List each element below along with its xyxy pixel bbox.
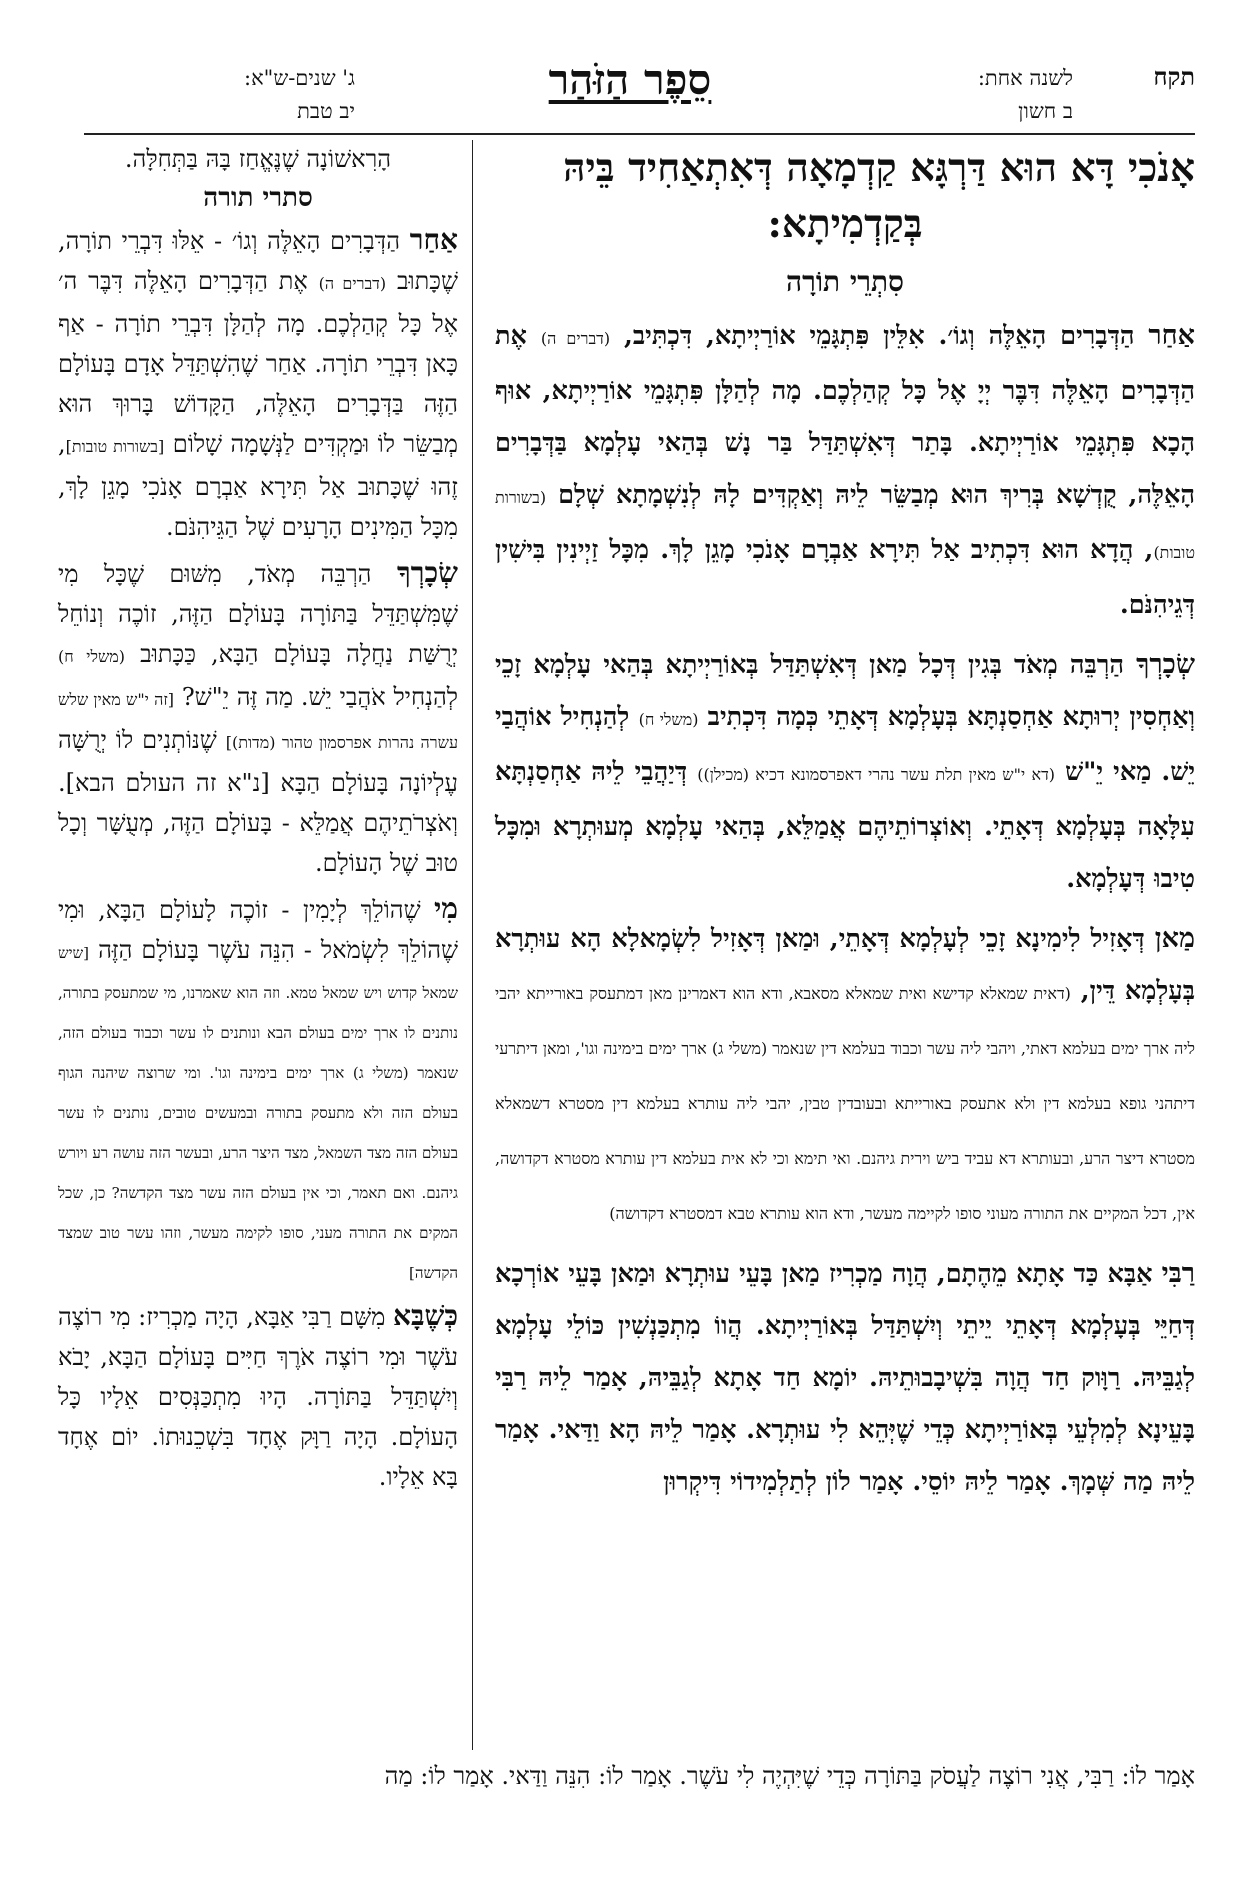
gloss-note: (דאית שמאלא קדישא ואית שמאלא מסאבא, ודא הוא דאמרינן מאן דמתעסק באורייתא יהבי ליה ארך ימים בעלמא דאתי, ויהבי ליה עשר וכבוד בעלמא דין שנאמר (משלי ג) ארך ימים בימינה וגו', ומאן דיתרעי דיתהני גופא בעלמא דין ולא אתעסק באורייתא ובעובדין טבין, יהבי ליה עותרא בעלמא דין מסטרא דשמאלא מסטרא דיצר הרע, ובעותרא דא עביד ביש וירית גיהנם. ואי תימא וכי לא אית בעלמא דין עותרא מסטרא דקדושה, אין, דכל המקיים את התורה מעוני סופו לקיימה מעשר, ודא הוא עותרא טבא דמסטרא דקדושה) [495,984,1196,1223]
paragraph-text: אֶת הַדְּבָרִים הָאֵלֶּה דִּבֶּר ה׳ אֶל כָּל קְהַלְכֶם. מָה לְהַלָּן דִּבְרֵי תוֹרָה - אַף כָּאן דִּבְרֵי תוֹרָה. אַחַר שֶׁהִשְׁתַּדֵּל אָדָם בָּעוֹלָם הַזֶּה בַּדְּבָרִים הָאֵלֶּה, הַקָּדוֹשׁ בָּרוּךְ הוּא מְבַשֵּׂר לוֹ וּמַקְדִּים לַנְּשָׁמָה שָׁלוֹם [58,267,459,458]
verse-reference: (דברים ה) [318,274,387,293]
paragraph-text: הַדְּבָרִים הָאֵלֶּה וְגוֹ׳ - אֵלּוּ דִּבְרֵי תוֹרָה, שֶׁכָּתוּב [58,227,459,295]
header-date-right-line1: לשנה אחת: [977,66,1073,90]
paragraph-lead-word: רַבִּי [1161,1258,1195,1289]
paragraph-lead-word: מַאן [1154,923,1195,954]
paragraph-text: שֶׁנּוֹתְנִים לוֹ יְרֻשָּׁה עֶלְיוֹנָה בָּעוֹלָם הַבָּא [נ"א זה העולם הבא]. וְאֹצְרֹתֵיהֶם אֲמַלֵּא - בָּעוֹלָם הַזֶּה, מְעֻשָּׁר וְכָל טוּב שֶׁל הָעוֹלָם. [58,726,458,877]
paragraph-text: , הֲדָא הוּא דִּכְתִיב אַל תִּירָא אַבְרָם אָנֹכִי מָגֵן לָךְ. מִכָּל זַיְינִין בִּישִׁין דְּגֵיהִנֹּם. [495,535,1195,620]
header-date-left [85,62,355,132]
paragraph-text: שֶׁהוֹלֵךְ לְיָמִין - זוֹכֶה לָעוֹלָם הַבָּא, וּמִי שֶׁהוֹלֵךְ לִשְׂמֹאל - הִנֵּה עֹשֶׁר בָּעוֹלָם הַזֶּה [58,896,458,964]
paragraph-lead-word: שְׂכָרְךָ [1136,649,1195,680]
main-heading-line2: בְּקַדְמִיתָא: [767,201,923,247]
main-paragraph [495,639,1195,905]
paragraph-lead-word: מִי [434,892,458,925]
verse-reference: (משלי ח) [638,710,699,729]
gloss-note: (דא י"ש מאין תלת עשר נהרי דאפרסמונא דכיא (מכילן)) [697,765,1056,784]
header-date-left-line1: ג' שנים-ש"א: [244,66,355,90]
header-date-right-line2: ב חשון [1018,99,1073,123]
paragraph-lead-word: אַחַר [1148,320,1195,351]
gloss-note: [בשורות טובות] [65,437,165,456]
paragraph-lead-word: שְׂכָרְךָ [396,556,458,589]
gloss-note: [שיש שמאל קדוש ויש שמאל טמא. וזה הוא שאמרנו, מי שמתעסק בתורה, נותנים לו ארך ימים בעולם הבא ונותנים לו עשר וכבוד בעולם הזה, שנאמר (משלי ג) ארך ימים בימינה וגו'. ומי שרוצה שיהנה הגוף בעולם הזה ולא מתעסק בתורה ובמעשים טובים, נותנים לו עשר בעולם הזה מצד השמאל, מצד היצר הרע, ובעשר הזה עושה רע ויורש גיהנם. ואם תאמר, וכי אין בעולם הזה עשר מצד הקדשה? כן, שכל המקים את התורה מעני, סופו לקימה מעשר, וזהו עשר טוב שמצד הקדשה] [58,944,458,1282]
translation-subheading: סתרי תורה [203,183,313,213]
gloss-note: [זה י"ש מאין שלש עשרה נהרות אפרסמון טהור (מדות)] [58,690,459,752]
paragraph-text: לְהַנְחִיל אוֹהֲבַי יֵשׁ. מַאי יֵ"שׁ [495,702,1196,787]
bottom-continuation-line: אָמַר לוֹ: רַבִּי, אֲנִי רוֹצֶה לַעֲסֹק בַּתּוֹרָה כְּדֵי שֶׁיִּהְיֶה לִי עֹשֶׁר. אָמַר לוֹ: הִנֵּה וַדַּאי. אָמַר לוֹ: מַה [384,1762,1195,1790]
paragraph-lead-word: כְּשֶׁבָּא [393,1299,458,1332]
translation-paragraph [58,889,458,1290]
header-date-left-line2: יב טבת [297,99,355,123]
paragraph-text: הַדְּבָרִים הָאֵלֶּה וְגוֹ׳. אִלֵּין פִּתְגָּמֵי אוֹרַיְיתָא, דִּכְתִּיב, [610,321,1149,351]
paragraph-text: הַרְבֵּה מְאֹד, מִשּׁוּם שֶׁכָּל מִי שֶׁמִּשְׁתַּדֵּל בַּתּוֹרָה בָּעוֹלָם הַזֶּה, זוֹכֶה וְנוֹחֵל יְרֻשַּׁת נַחֲלָה בָּעוֹלָם הַבָּא, כַּכָּתוּב [58,560,459,668]
main-paragraph [495,913,1195,1240]
paragraph-text: אֶת הַדְּבָרִים הָאֵלֶּה דִּבֶּר יְיָ אֶל כָּל קְהַלְכֶם. מָה לְהַלָּן פִּתְגָּמֵי אוֹרַיְיתָא, אוּף הָכָא פִּתְגָּמֵי אוֹרַיְיתָא. בָּתַר דְּאִשְׁתַּדַּל בַּר נָשׁ בְּהַאי עָלְמָא בַּדְּבָרִים הָאֵלֶּה, קֻדְשָׁא בְּרִיךְ הוּא מְבַשֵּׂר לֵיהּ וְאַקְדִּים לָהּ לְנִשְׁמָתָא שְׁלָם [495,321,1195,510]
paragraph-lead-word: אַחַר [409,223,458,256]
verse-reference: (משלי ח) [58,647,126,666]
paragraph-text: הַרְבֵּה מְאֹד בְּגִין דְּכָל מַאן דְּאִשְׁתַּדַּל בְּאוֹרַיְיתָא בְּהַאי עָלְמָא זָכֵי וְאַחְסִין יְרוּתָא אַחְסַנְתָּא בְּעָלְמָא דְּאָתֵי כְּמָה דִּכְתִיב [495,650,1196,732]
column-divider [472,140,473,1750]
main-column [495,140,1195,1516]
main-heading [495,140,1195,252]
translation-paragraph [58,553,458,883]
translation-paragraph [58,1296,458,1497]
paragraph-text: אַבָּא כַּד אָתָא מֵהֶתָם, הֲוָה מַכְרִיז מַאן בָּעֵי עוּתְרָא וּמַאן בָּעֵי אוֹרְכָא דְּחַיֵּי בְּעָלְמָא דְּאָתֵי יֵיתֵי וְיִשְׁתַּדַּל בְּאוֹרַיְיתָא. הֲווֹ מִתְכַּנְשִׁין כּוֹלֵי עָלְמָא לְגַבֵּיהּ. רַוָּוק חַד הֲוָה בִּשְׁיבָבוּתֵיהּ. יוֹמָא חַד אָתָא לְגַבֵּיהּ, אָמַר לֵיהּ רַבִּי בָּעֵינָא לְמִלְעֵי בְּאוֹרַיְיתָא כְּדֵי שֶׁיְּהֵא לִי עוּתְרָא. אָמַר לֵיהּ הָא וַדַּאי. אָמַר לֵיהּ מַה שְּׁמָךְ. אָמַר לֵיהּ יוֹסֵי. אָמַר לוֹן לְתַלְמִידוֹי דִּיקְרוּן [495,1259,1195,1497]
translation-continuation: הָרִאשׁוֹנָה שֶׁנֶּאֱחַז בָּהּ בַּתְּחִלָּה. [124,145,392,173]
book-title: סֵפֶר הַזֹּהַר [548,55,712,104]
translation-paragraph [58,220,458,547]
header-date-right [883,62,1073,132]
paragraph-text: דְּיַהֲבֵי לֵיהּ אַחְסַנְתָּא עִלָּאָה בְּעָלְמָא דְּאָתֵי. וְאוֹצְרוֹתֵיהֶם אֲמַלֵּא, בְּהַאי עָלְמָא מְעוּתְרָא וּמִכָּל טִיבוּ דְּעָלְמָא. [495,757,1195,894]
paragraph-text: לְהַנְחִיל אֹהֲבַי יֵשׁ. מַה זֶּה יֵ"שׁ? [174,683,459,711]
main-heading-line1: אָנֹכִי דָּא הוּא דַּרְגָּא קַדְמָאָה דְּאִתְאַחִיד בֵּיהּ [563,145,1195,191]
page-number: תקח [1153,62,1195,91]
main-subheading: סִתְרֵי תוֹרָה [786,265,904,298]
main-paragraph [495,310,1195,631]
translation-column [58,140,458,1503]
header-rule [84,133,1195,135]
verse-reference: (דברים ה) [540,329,611,348]
paragraph-text: מִשָּׁם רַבִּי אַבָּא, הָיָה מַכְרִיז: מִי רוֹצֶה עֹשֶׁר וּמִי רוֹצֶה אֹרֶךְ חַיִּים בָּעוֹלָם הַבָּא, יָבֹא וְיִשְׁתַּדֵּל בַּתּוֹרָה. הָיוּ מִתְכַּנְּסִים אֵלָיו כָּל הָעוֹלָם. הָיָה רַוָּק אֶחָד בִּשְׁכֵנוּתוֹ. יוֹם אֶחָד בָּא אֵלָיו. [58,1303,458,1491]
gloss-note: (בשורות טובות) [495,488,1195,562]
paragraph-text: , זֶהוּ שֶׁכָּתוּב אַל תִּירָא אַבְרָם אָנֹכִי מָגֵן לָךְ, מִכָּל הַמִּינִים הָרָעִים שֶׁל הַגֵּיהִנֹּם. [58,430,458,541]
main-paragraph [495,1248,1195,1508]
paragraph-text: דְּאָזִיל לִימִינָא זָכֵי לְעָלְמָא דְּאָתֵי, וּמַאן דְּאָזִיל לִשְׂמָאלָא הָא עוּתְרָא בְּעָלְמָא דֵּין, [495,924,1195,1006]
